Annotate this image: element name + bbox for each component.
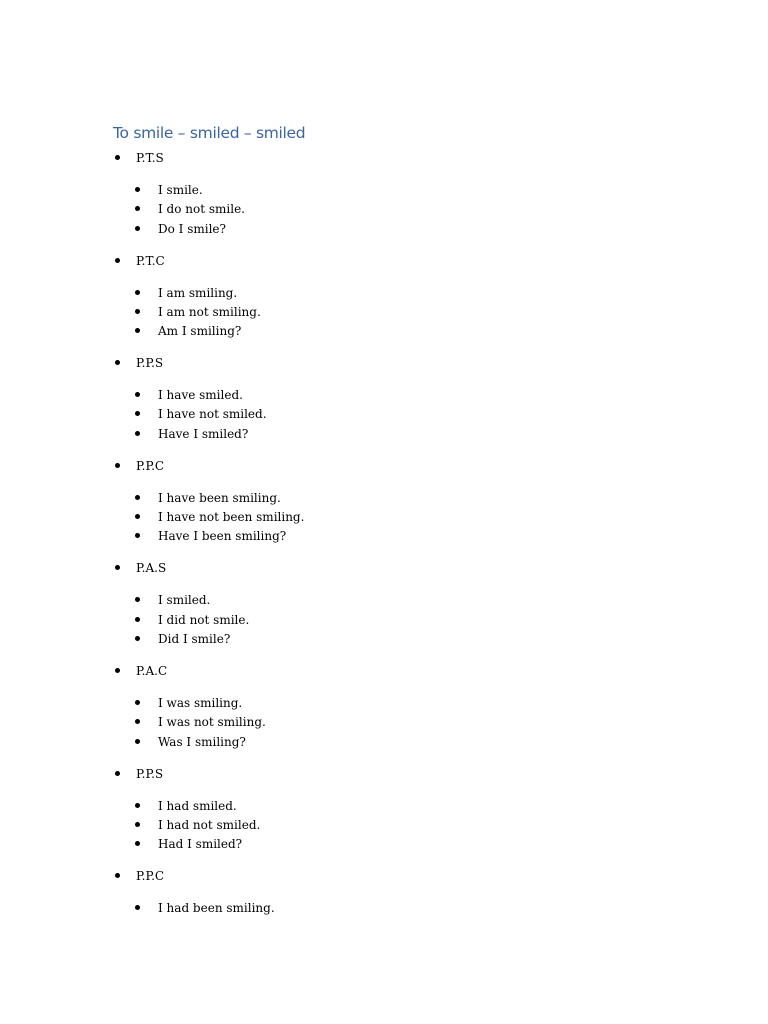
- sentence-item: [0, 508, 400, 527]
- sentence-list: [0, 181, 400, 239]
- bullet-icon: [115, 873, 120, 878]
- bullet-icon: [135, 187, 140, 192]
- sentence-item: [0, 284, 400, 303]
- bullet-icon: [115, 463, 120, 468]
- sentence-item: [0, 405, 400, 424]
- sentence-item: [0, 181, 400, 200]
- bullet-icon: [115, 360, 120, 365]
- bullet-icon: [135, 514, 140, 519]
- sentence-item: [0, 200, 400, 219]
- sentence-item: [0, 694, 400, 713]
- sentence-text: I smiled.: [158, 593, 211, 608]
- bullet-icon: [135, 803, 140, 808]
- bullet-icon: [135, 328, 140, 333]
- sentence-item: [0, 322, 400, 341]
- sentence-item: [0, 835, 400, 854]
- sentence-item: [0, 220, 400, 239]
- sentence-list: [0, 284, 400, 342]
- sentence-text: Do I smile?: [158, 221, 226, 236]
- sentence-text: I had been smiling.: [158, 901, 275, 916]
- sentence-text: I was smiling.: [158, 695, 243, 710]
- bullet-icon: [135, 206, 140, 211]
- sentence-text: Have I been smiling?: [158, 529, 287, 544]
- bullet-icon: [115, 565, 120, 570]
- sentence-list: [0, 591, 400, 649]
- bullet-icon: [135, 597, 140, 602]
- sentence-item: [0, 797, 400, 816]
- sentence-item: [0, 713, 400, 732]
- bullet-icon: [135, 636, 140, 641]
- sentence-item: [0, 816, 400, 835]
- sentence-list: [0, 694, 400, 752]
- sentence-text: I smile.: [158, 183, 203, 197]
- bullet-icon: [135, 431, 140, 436]
- sentence-list: [0, 386, 400, 444]
- sentence-item: [0, 303, 400, 322]
- sentence-list: [0, 797, 400, 855]
- sentence-item: [0, 630, 400, 649]
- sentence-text: I had not smiled.: [158, 817, 261, 832]
- tense-label: P.P.C: [136, 458, 165, 473]
- sentence-text: I did not smile.: [158, 612, 250, 627]
- sentence-text: Did I smile?: [158, 631, 231, 646]
- bullet-icon: [115, 258, 120, 263]
- tense-label: P.A.S: [136, 561, 167, 576]
- bullet-icon: [135, 841, 140, 846]
- tense-label: P.P.S: [136, 356, 164, 371]
- bullet-icon: [135, 533, 140, 538]
- bullet-icon: [135, 739, 140, 744]
- bullet-icon: [135, 309, 140, 314]
- tense-label: P.T.S: [136, 151, 164, 165]
- sentence-item: [0, 733, 400, 752]
- bullet-icon: [135, 411, 140, 416]
- bullet-icon: [135, 495, 140, 500]
- sentence-text: I have not been smiling.: [158, 510, 305, 525]
- sentence-item: [0, 591, 400, 610]
- sentence-text: I have smiled.: [158, 388, 243, 403]
- sentence-text: Have I smiled?: [158, 426, 249, 441]
- bullet-icon: [135, 392, 140, 397]
- sentence-item: [0, 611, 400, 630]
- tense-label: P.P.S: [136, 766, 164, 781]
- bullet-icon: [115, 668, 120, 673]
- bullet-icon: [135, 617, 140, 622]
- bullet-icon: [115, 771, 120, 776]
- tense-label: P.A.C: [136, 663, 168, 678]
- sentence-text: I had smiled.: [158, 798, 237, 813]
- sentence-list: [0, 899, 400, 918]
- bullet-icon: [135, 905, 140, 910]
- sentence-item: [0, 386, 400, 405]
- bullet-icon: [115, 155, 120, 160]
- sentence-item: [0, 489, 400, 508]
- sentence-item: [0, 527, 400, 546]
- bullet-icon: [135, 719, 140, 724]
- sentence-item: [0, 425, 400, 444]
- sentence-text: Had I smiled?: [158, 837, 243, 852]
- sentence-text: I was not smiling.: [158, 715, 266, 730]
- bullet-icon: [135, 226, 140, 231]
- sentence-text: I have not smiled.: [158, 407, 267, 422]
- bullet-icon: [135, 700, 140, 705]
- tense-label: P.T.C: [136, 253, 165, 268]
- bullet-icon: [135, 290, 140, 295]
- sentence-text: Am I smiling?: [158, 324, 242, 339]
- document-title: To smile – smiled – smiled: [113, 124, 306, 142]
- sentence-text: I have been smiling.: [158, 490, 281, 505]
- sentence-list: [0, 489, 400, 547]
- sentence-text: I am smiling.: [158, 285, 238, 300]
- tense-label: P.P.C: [136, 869, 165, 884]
- sentence-text: I am not smiling.: [158, 304, 261, 319]
- sentence-text: Was I smiling?: [158, 734, 246, 749]
- sentence-text: I do not smile.: [158, 202, 245, 217]
- bullet-icon: [135, 822, 140, 827]
- sentence-item: [0, 899, 400, 918]
